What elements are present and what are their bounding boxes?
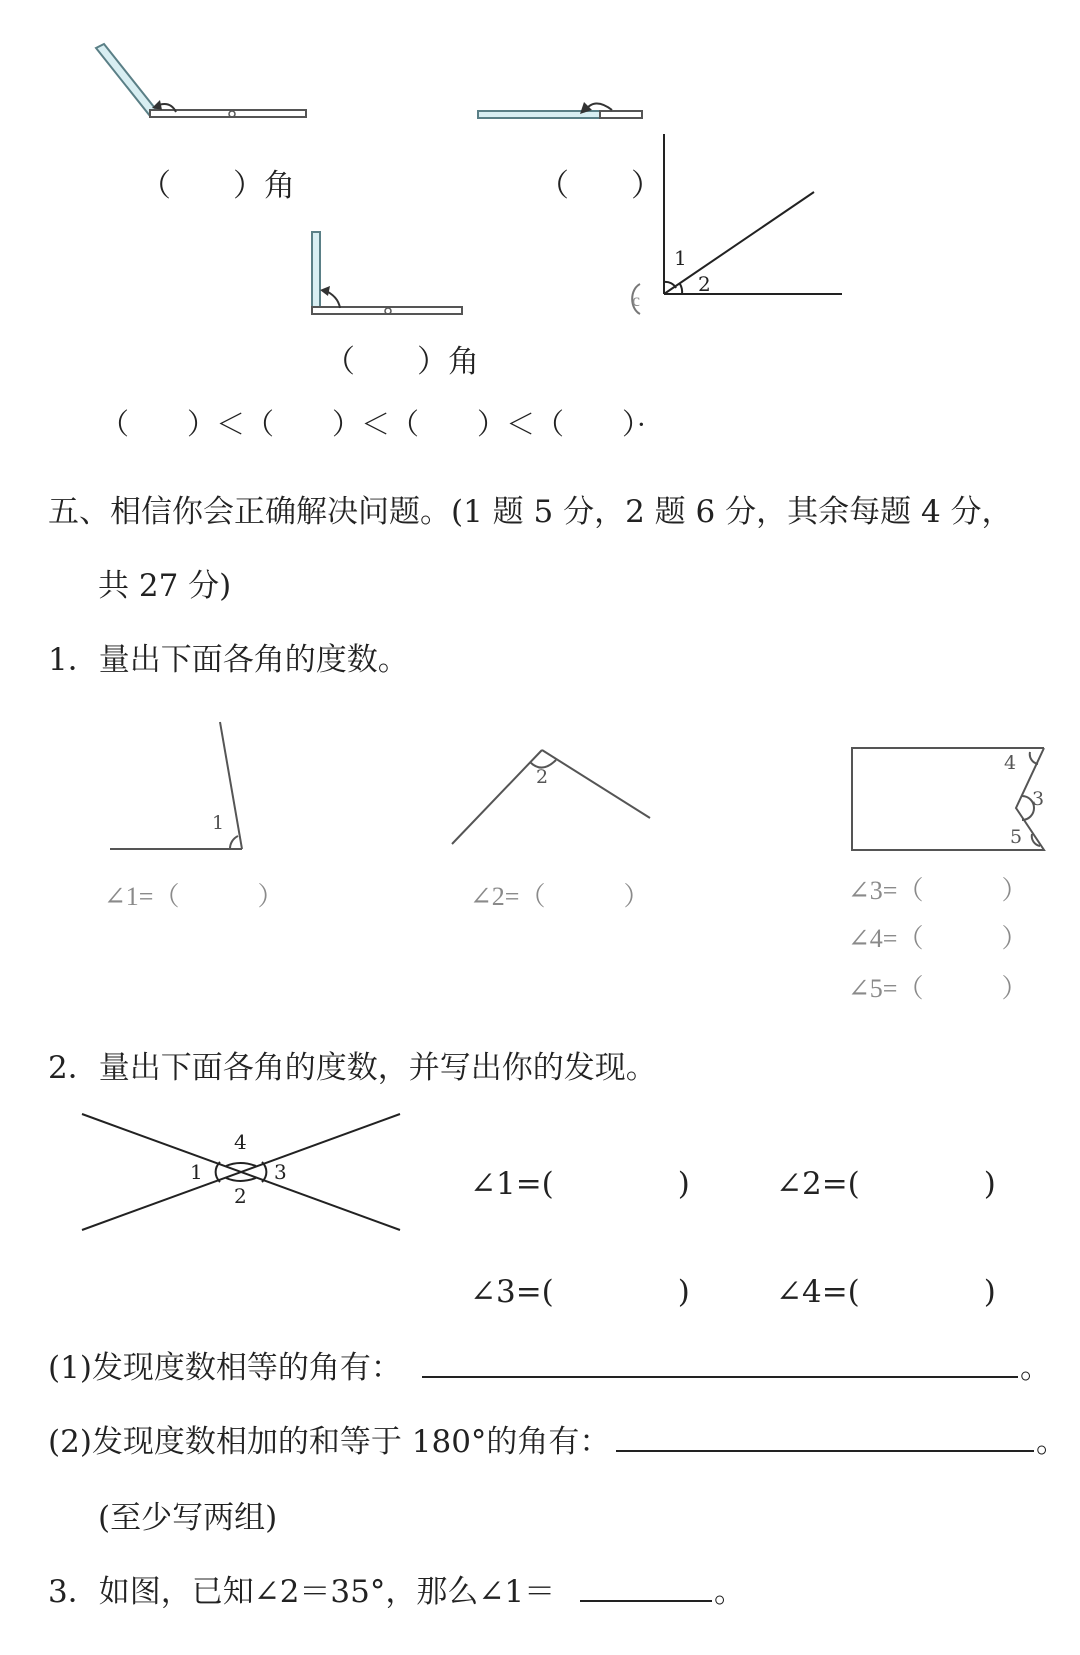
q2-label-3: 3 <box>274 1160 287 1184</box>
q3-label-1: 1 <box>674 246 687 270</box>
q1-rect-label-4: 4 <box>1004 752 1017 774</box>
q1-answer-3[interactable]: ∠3=（ ） <box>848 876 1028 905</box>
q1-rect-label-3: 3 <box>1032 788 1045 810</box>
q2-answer-4[interactable]: ∠4=( ) <box>776 1274 996 1310</box>
q1-fig2-label: 2 <box>536 766 549 788</box>
q2-finding-1-end: 。 <box>1020 1350 1051 1386</box>
ruler-obtuse-angle <box>96 44 306 117</box>
q3-angle-figure <box>664 134 842 294</box>
q3-prompt: 3．如图，已知∠2＝35°，那么∠1＝ <box>48 1574 556 1610</box>
blank-right-angle[interactable]: （ ）角 <box>324 344 479 379</box>
compare-row[interactable]: （ ）＜（ ）＜（ ）＜（ ）· <box>100 409 647 441</box>
ruler-straight-angle <box>478 102 642 118</box>
q2-prompt: 2．量出下面各角的度数，并写出你的发现。 <box>48 1050 657 1086</box>
q1-answer-4[interactable]: ∠4=（ ） <box>848 924 1028 953</box>
q1-rect-label-5: 5 <box>1010 826 1023 848</box>
q2-note: (至少写两组) <box>98 1500 278 1536</box>
section-5-heading-cont: 共 27 分) <box>98 568 232 604</box>
q2-answer-2[interactable]: ∠2=( ) <box>776 1166 996 1202</box>
q2-finding-2-blank[interactable] <box>616 1450 1034 1452</box>
q2-finding-2: (2)发现度数相加的和等于 180°的角有： <box>48 1424 611 1460</box>
q1-answer-5[interactable]: ∠5=（ ） <box>848 974 1028 1003</box>
q1-prompt: 1．量出下面各角的度数。 <box>48 642 409 678</box>
q3-answer-blank[interactable] <box>580 1600 712 1602</box>
blank-obtuse-angle[interactable]: （ ）角 <box>140 168 295 203</box>
q1-angle-2-figure <box>452 750 650 844</box>
section-5-heading: 五、相信你会正确解决问题。(1 题 5 分，2 题 6 分，其余每题 4 分， <box>48 494 1013 530</box>
q3-end: 。 <box>714 1574 745 1610</box>
blank-straight-angle[interactable]: （ ） <box>538 168 662 203</box>
corner-marker-label: c <box>632 290 640 310</box>
q2-answer-1[interactable]: ∠1=( ) <box>470 1166 690 1202</box>
ruler-right-angle <box>312 232 462 314</box>
q1-answer-1[interactable]: ∠1=（ ） <box>104 882 284 911</box>
q2-finding-1: (1)发现度数相等的角有： <box>48 1350 402 1386</box>
q1-answer-2[interactable]: ∠2=（ ） <box>470 882 650 911</box>
q2-answer-3[interactable]: ∠3=( ) <box>470 1274 690 1310</box>
q2-label-2: 2 <box>234 1184 247 1208</box>
q3-label-2: 2 <box>698 272 711 296</box>
q2-finding-2-end: 。 <box>1036 1424 1067 1460</box>
q2-label-4: 4 <box>234 1130 247 1154</box>
q2-finding-1-blank[interactable] <box>422 1376 1018 1378</box>
q1-fig1-label: 1 <box>212 812 225 834</box>
q2-label-1: 1 <box>190 1160 203 1184</box>
